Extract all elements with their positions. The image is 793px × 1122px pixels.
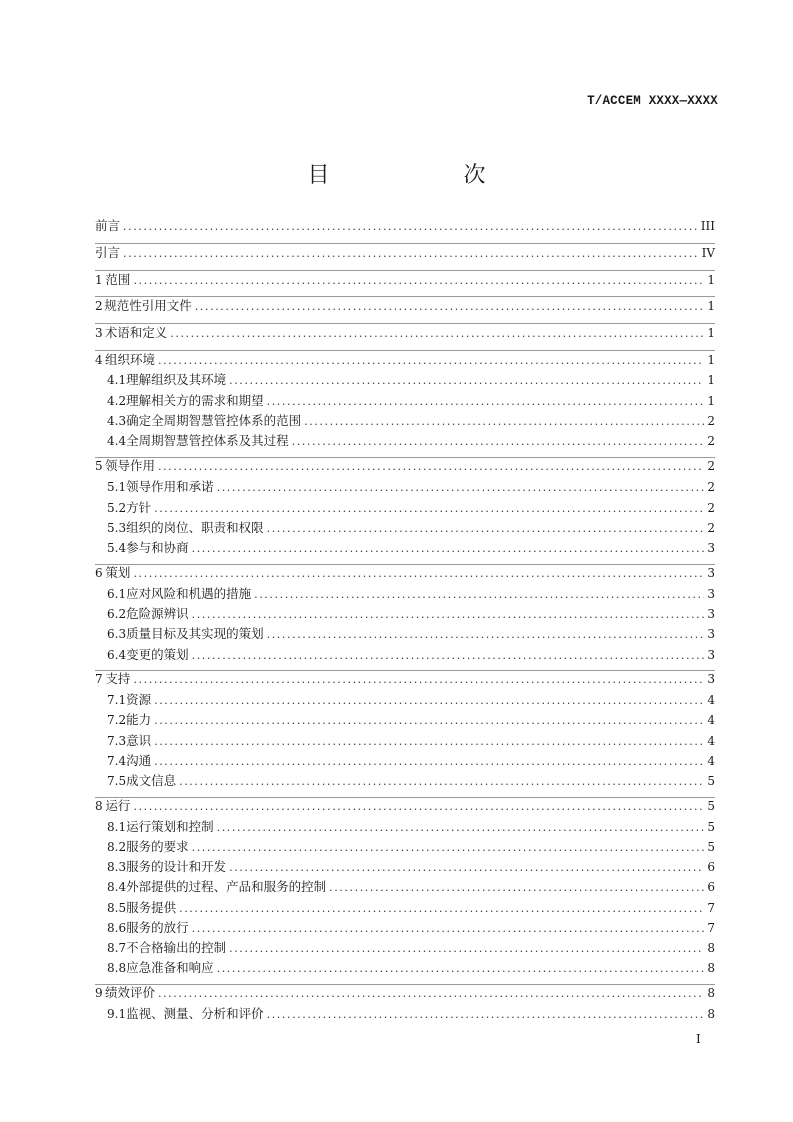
toc-entry[interactable]: [95, 712, 715, 729]
dot-leader: [154, 713, 704, 729]
toc-entry-label: 全周期智慧管控体系及其过程: [126, 433, 289, 448]
toc-entry[interactable]: [95, 859, 715, 876]
toc-entry-label: 运行: [105, 798, 131, 813]
toc-entry-label: 意识: [126, 733, 152, 748]
dot-leader: [158, 986, 704, 1002]
toc-entry-label: 危险源辨识: [126, 606, 189, 621]
toc-entry-number: 7.2: [107, 713, 127, 727]
toc-entry-number: 3: [95, 326, 103, 340]
dot-leader: [229, 860, 704, 876]
dot-leader: [192, 541, 704, 557]
toc-entry[interactable]: [95, 753, 715, 770]
dot-leader: [229, 941, 704, 957]
toc-entry-label: 方针: [126, 500, 152, 515]
dot-leader: [192, 840, 704, 856]
toc-entry-number: 6.3: [107, 627, 127, 641]
dot-leader: [304, 414, 704, 430]
section-divider: [95, 323, 715, 324]
toc-entry[interactable]: [95, 245, 715, 262]
toc-entry-number: 4.2: [107, 394, 127, 408]
toc-entry-number: 5.2: [107, 501, 127, 515]
toc-entry-label: 变更的策划: [126, 647, 189, 662]
dot-leader: [133, 273, 704, 289]
toc-entry-page: 3: [707, 607, 715, 621]
toc-entry[interactable]: [95, 565, 715, 582]
dot-leader: [329, 880, 704, 896]
toc-entry-page: 3: [707, 587, 715, 601]
toc-entry-number: 7.3: [107, 734, 127, 748]
toc-entry-page: 1: [707, 353, 715, 367]
toc-entry[interactable]: [95, 458, 715, 475]
toc-entry[interactable]: [95, 325, 715, 342]
toc-entry-label: 支持: [105, 671, 131, 686]
toc-entry-label: 策划: [105, 565, 131, 580]
toc-entry-label: 质量目标及其实现的策划: [126, 626, 264, 641]
dot-leader: [217, 820, 704, 836]
dot-leader: [254, 587, 704, 603]
dot-leader: [192, 648, 704, 664]
toc-entry-page: 5: [707, 840, 715, 854]
toc-entry[interactable]: [95, 940, 715, 957]
section-divider: [95, 797, 715, 798]
toc-entry-number: 5: [95, 459, 103, 473]
toc-entry-number: 6.1: [107, 587, 127, 601]
toc-entry-page: 7: [707, 921, 715, 935]
toc-entry-number: 9: [95, 986, 103, 1000]
toc-entry-page: 2: [707, 480, 715, 494]
toc-entry[interactable]: [95, 773, 715, 790]
toc-entry[interactable]: [95, 500, 715, 517]
dot-leader: [217, 480, 704, 496]
toc-entry[interactable]: [95, 879, 715, 896]
toc-entry-number: 7.5: [107, 774, 127, 788]
dot-leader: [192, 921, 704, 937]
toc-entry[interactable]: [95, 606, 715, 623]
toc-entry[interactable]: [95, 586, 715, 603]
toc-entry-label: 成文信息: [126, 773, 177, 788]
toc-entry-label: 理解相关方的需求和期望: [126, 393, 264, 408]
toc-entry[interactable]: [95, 626, 715, 643]
toc-entry-number: 7.4: [107, 754, 127, 768]
toc-entry-page: IV: [701, 246, 715, 260]
toc-entry-number: 5.4: [107, 541, 127, 555]
toc-entry-label: 参与和协商: [126, 540, 189, 555]
toc-entry-page: 3: [707, 541, 715, 555]
toc-entry[interactable]: [95, 985, 715, 1002]
section-divider: [95, 670, 715, 671]
toc-entry-page: 8: [707, 1007, 715, 1021]
toc-entry[interactable]: [95, 393, 715, 410]
toc-entry-page: 4: [707, 734, 715, 748]
section-divider: [95, 457, 715, 458]
toc-entry-label: 组织的岗位、职责和权限: [126, 520, 264, 535]
toc-entry-number: 5.1: [107, 480, 127, 494]
dot-leader: [154, 693, 704, 709]
toc-entry-number: 8.6: [107, 921, 127, 935]
dot-leader: [292, 434, 704, 450]
toc-entry-page: 5: [707, 799, 715, 813]
toc-entry-page: 6: [707, 860, 715, 874]
toc-entry-page: 8: [707, 986, 715, 1000]
toc-entry-label: 能力: [126, 712, 152, 727]
toc-entry-label: 不合格输出的控制: [126, 940, 227, 955]
toc-entry[interactable]: [95, 692, 715, 709]
toc-entry-page: 1: [707, 326, 715, 340]
dot-leader: [267, 394, 704, 410]
dot-leader: [123, 246, 699, 262]
toc-entry-number: 6.2: [107, 607, 127, 621]
toc-entry-number: 4.1: [107, 373, 127, 387]
toc-title: 目 次: [307, 163, 516, 188]
toc-entry-label: 绩效评价: [104, 985, 155, 1000]
section-divider: [95, 984, 715, 985]
toc-entry-label: 服务提供: [126, 900, 177, 915]
toc-entry[interactable]: [95, 1006, 715, 1023]
toc-entry-label: 领导作用: [104, 458, 155, 473]
dot-leader: [158, 353, 704, 369]
dot-leader: [229, 373, 704, 389]
toc-entry[interactable]: [95, 671, 715, 688]
page-number: I: [696, 1032, 701, 1046]
dot-leader: [154, 734, 704, 750]
toc-entry-page: 2: [707, 434, 715, 448]
toc-entry-label: 外部提供的过程、产品和服务的控制: [126, 879, 327, 894]
toc-entry-label: 服务的放行: [126, 920, 189, 935]
toc-entry-label: 组织环境: [104, 352, 155, 367]
dot-leader: [154, 501, 704, 517]
toc-entry[interactable]: [95, 900, 715, 917]
toc-entry-number: 8.5: [107, 901, 127, 915]
toc-entry[interactable]: [95, 352, 715, 369]
toc-entry-page: 2: [707, 521, 715, 535]
toc-entry[interactable]: [95, 839, 715, 856]
toc-entry[interactable]: [95, 733, 715, 750]
toc-entry-number: 1: [95, 273, 103, 287]
toc-entry-page: 1: [707, 373, 715, 387]
toc-entry-label: 领导作用和承诺: [126, 479, 214, 494]
toc-entry-page: 1: [707, 394, 715, 408]
dot-leader: [154, 754, 704, 770]
dot-leader: [179, 774, 704, 790]
toc-entry-page: 7: [707, 901, 715, 915]
section-divider: [95, 564, 715, 565]
toc-entry-label: 规范性引用文件: [104, 298, 192, 313]
toc-entry-label: 确定全周期智慧管控体系的范围: [126, 413, 302, 428]
toc-entry[interactable]: [95, 960, 715, 977]
toc-entry-page: 2: [707, 501, 715, 515]
toc-entry[interactable]: [95, 798, 715, 815]
toc-entry-page: 8: [707, 961, 715, 975]
toc-entry[interactable]: [95, 479, 715, 496]
toc-entry-page: 5: [707, 774, 715, 788]
dot-leader: [133, 566, 704, 582]
document-code: T/ACCEM XXXX—XXXX: [587, 94, 718, 108]
dot-leader: [267, 627, 704, 643]
dot-leader: [123, 219, 698, 235]
dot-leader: [170, 326, 704, 342]
toc-entry-number: 8.2: [107, 840, 127, 854]
toc-entry[interactable]: [95, 920, 715, 937]
toc-entry-label: 沟通: [126, 753, 152, 768]
toc-entry-number: 4: [95, 353, 103, 367]
toc-entry-number: 8: [95, 799, 103, 813]
toc-entry-label: 应对风险和机遇的措施: [126, 586, 252, 601]
toc-entry-number: 5.3: [107, 521, 127, 535]
toc-entry-page: 2: [707, 414, 715, 428]
toc-entry-page: 1: [707, 273, 715, 287]
toc-entry-page: 3: [707, 566, 715, 580]
toc-entry-number: 8.8: [107, 961, 127, 975]
dot-leader: [192, 607, 704, 623]
toc-entry-label: 运行策划和控制: [126, 819, 214, 834]
toc-entry-number: 6.4: [107, 648, 127, 662]
toc-entry[interactable]: [95, 218, 715, 235]
toc-entry[interactable]: [95, 520, 715, 537]
section-divider: [95, 350, 715, 351]
toc-entry-number: 6: [95, 566, 103, 580]
dot-leader: [133, 672, 704, 688]
section-divider: [95, 270, 715, 271]
toc-entry-label: 资源: [126, 692, 152, 707]
toc-entry-label: 引言: [95, 245, 121, 260]
toc-entry[interactable]: [95, 413, 715, 430]
toc-entry-label: 范围: [105, 272, 131, 287]
toc-entry-number: 8.7: [107, 941, 127, 955]
toc-entry-page: III: [700, 219, 715, 233]
dot-leader: [133, 799, 704, 815]
dot-leader: [158, 459, 704, 475]
toc-entry[interactable]: [95, 298, 715, 315]
toc-entry-page: 3: [707, 648, 715, 662]
toc-entry-page: 8: [707, 941, 715, 955]
dot-leader: [267, 1007, 704, 1023]
toc-entry-page: 3: [707, 627, 715, 641]
toc-entry-number: 2: [95, 299, 103, 313]
toc-entry[interactable]: [95, 433, 715, 450]
toc-entry-page: 1: [707, 299, 715, 313]
toc-entry-label: 应急准备和响应: [126, 960, 214, 975]
toc-entry[interactable]: [95, 372, 715, 389]
toc-entry-number: 8.1: [107, 820, 127, 834]
toc-entry-label: 服务的设计和开发: [126, 859, 227, 874]
section-divider: [95, 296, 715, 297]
toc-entry-label: 前言: [95, 218, 121, 233]
toc-entry-label: 理解组织及其环境: [126, 372, 227, 387]
toc-entry[interactable]: [95, 819, 715, 836]
toc-entry[interactable]: [95, 540, 715, 557]
dot-leader: [179, 901, 704, 917]
toc-entry-page: 5: [707, 820, 715, 834]
toc-entry[interactable]: [95, 647, 715, 664]
toc-entry-number: 8.3: [107, 860, 127, 874]
dot-leader: [267, 521, 704, 537]
section-divider: [95, 243, 715, 244]
toc-entry-number: 4.4: [107, 434, 127, 448]
toc-entry-number: 7.1: [107, 693, 127, 707]
dot-leader: [195, 299, 704, 315]
toc-entry-page: 4: [707, 693, 715, 707]
toc-entry-page: 2: [707, 459, 715, 473]
toc-entry-page: 4: [707, 713, 715, 727]
toc-entry-page: 3: [707, 672, 715, 686]
toc-entry-number: 8.4: [107, 880, 127, 894]
toc-entry-label: 监视、测量、分析和评价: [126, 1006, 264, 1021]
toc-entry-label: 服务的要求: [126, 839, 189, 854]
toc-entry-number: 4.3: [107, 414, 127, 428]
toc-entry-page: 6: [707, 880, 715, 894]
toc-entry-number: 7: [95, 672, 103, 686]
toc-entry[interactable]: [95, 272, 715, 289]
toc-entry-label: 术语和定义: [104, 325, 168, 340]
toc-entry-page: 4: [707, 754, 715, 768]
dot-leader: [217, 961, 704, 977]
toc-entry-number: 9.1: [107, 1007, 127, 1021]
